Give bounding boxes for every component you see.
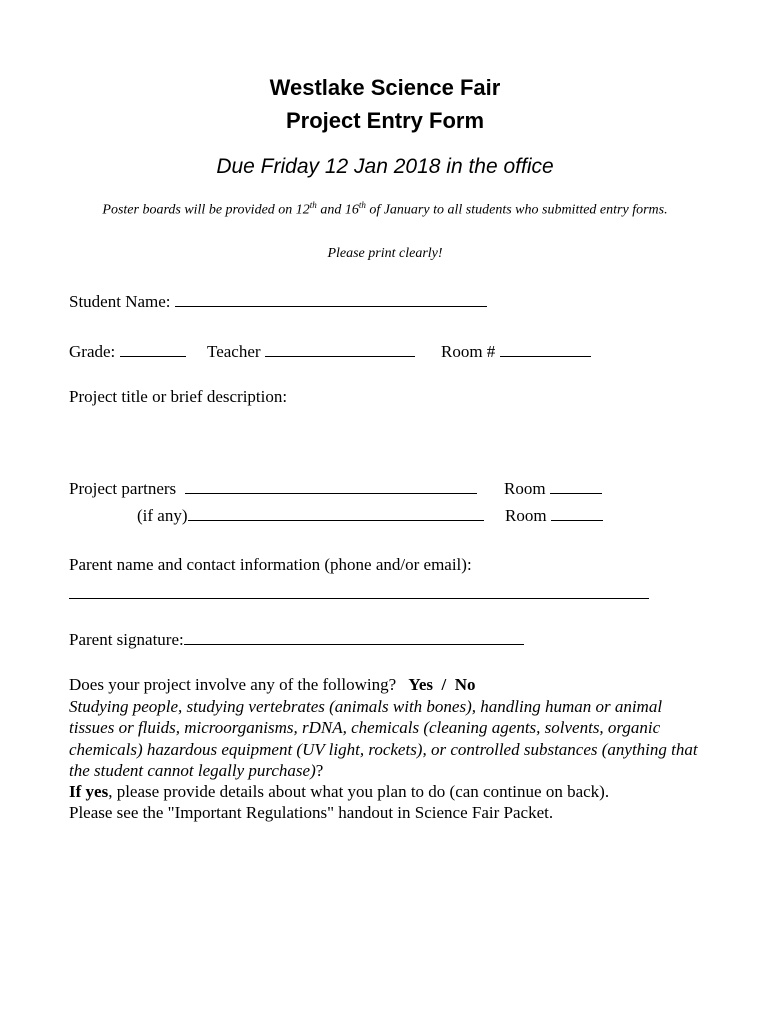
partner-room-blank-2[interactable]	[551, 506, 603, 521]
partners-if-any-label: (if any)	[137, 506, 188, 525]
if-yes-instructions: , please provide details about what you plan to do (can continue on back).	[108, 782, 610, 802]
room-number-label: Room #	[441, 342, 496, 361]
grade-blank[interactable]	[120, 342, 186, 357]
print-note: Please print clearly!	[327, 246, 443, 261]
poster-note-part3: of January to all students who submitted entry forms.	[365, 202, 668, 218]
partner-room-label-2: Room	[505, 506, 547, 525]
partners-field	[69, 479, 477, 499]
poster-note	[0, 200, 770, 219]
teacher-field	[207, 342, 415, 362]
parent-contact-label: Parent name and contact information (phone and/or email):	[69, 555, 472, 574]
involvement-question: Does your project involve any of the following?	[69, 675, 397, 694]
poster-note-sup1: th	[309, 200, 317, 210]
parent-signature-blank[interactable]	[184, 630, 524, 645]
student-name-label: Student Name:	[69, 292, 171, 311]
parent-signature-label: Parent signature:	[69, 630, 184, 649]
partner-room-field-2	[505, 506, 603, 526]
partner-room-label-1: Room	[504, 479, 546, 498]
partner-room-field-1	[504, 479, 602, 499]
involvement-question-mark: ?	[315, 760, 324, 780]
partners-blank-2[interactable]	[188, 506, 484, 521]
room-number-field	[441, 342, 591, 362]
parent-signature-field	[69, 630, 524, 650]
poster-note-sup2: th	[358, 200, 366, 210]
form-title-line1: Westlake Science Fair	[269, 75, 501, 100]
involvement-details	[69, 696, 709, 824]
due-date: Due Friday 12 Jan 2018 in the office	[216, 155, 554, 178]
student-name-row	[69, 292, 487, 312]
project-title-label: Project title or brief description:	[69, 387, 288, 406]
partners-if-any-field	[137, 506, 484, 526]
involvement-question-row	[69, 675, 475, 695]
partners-blank-1[interactable]	[185, 479, 477, 494]
student-name-blank[interactable]	[175, 292, 487, 307]
grade-label: Grade:	[69, 342, 116, 361]
partner-room-blank-1[interactable]	[550, 479, 602, 494]
poster-note-part2: and 16	[316, 202, 359, 218]
teacher-blank[interactable]	[265, 342, 415, 357]
if-yes-label: If yes	[69, 782, 109, 802]
form-title-line2: Project Entry Form	[285, 108, 485, 133]
involvement-examples: Studying people, studying vertebrates (animals with bones), handling human or animal tissues or fluids, microorganisms, rDNA, chemicals (cleaning agents, solvents, organic chemicals) hazardous equipment (UV light, rockets), or controlled substances (anything that the student cannot legally purchase)	[69, 697, 698, 780]
partners-label: Project partners	[69, 479, 177, 498]
poster-note-part1: Poster boards will be provided on 12	[102, 202, 310, 218]
room-number-blank[interactable]	[500, 342, 591, 357]
parent-contact-blank[interactable]	[69, 598, 649, 599]
yes-no-choice[interactable]: Yes / No	[408, 675, 476, 694]
teacher-label: Teacher	[207, 342, 261, 361]
handout-reference: Please see the "Important Regulations" handout in Science Fair Packet.	[69, 803, 554, 823]
grade-field	[69, 342, 186, 362]
